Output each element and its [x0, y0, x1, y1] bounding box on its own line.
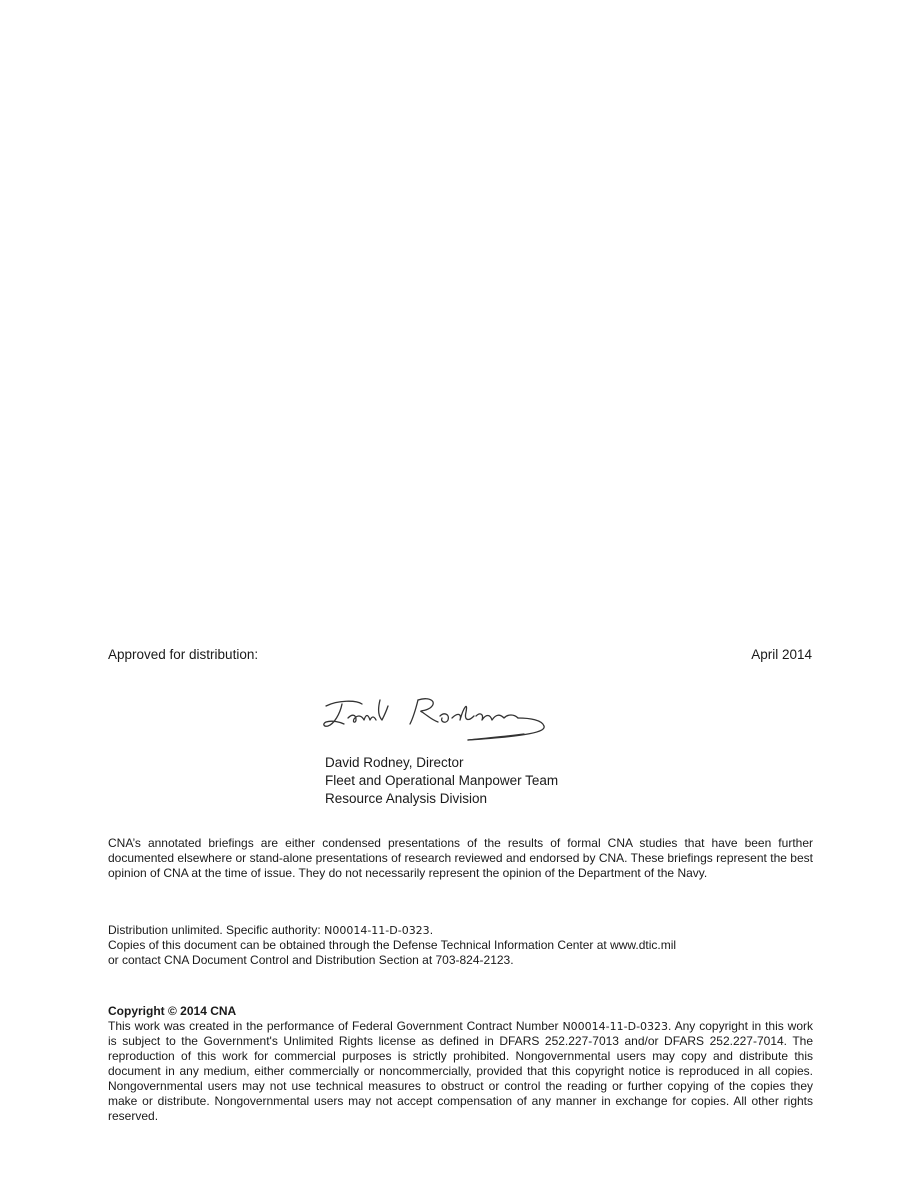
signer-division: Resource Analysis Division	[325, 791, 488, 806]
copyright-contract-number: N00014-11-D-0323	[562, 1020, 669, 1033]
copyright-notice	[108, 1004, 813, 1124]
signer-name: David Rodney, Director	[325, 755, 464, 770]
signer-block	[325, 754, 558, 808]
signer-team: Fleet and Operational Manpower Team	[325, 773, 559, 788]
distribution-prefix: Distribution unlimited. Specific authority:	[108, 923, 325, 937]
copyright-prefix: This work was created in the performance of Federal Government Contract Number	[108, 1019, 563, 1033]
copyright-body	[108, 1019, 813, 1124]
approval-row	[108, 647, 812, 665]
briefing-disclaimer: CNA’s annotated briefings are either condensed presentations of the results of formal CNA studies that have been further documented elsewhere or stand-alone presentations of research reviewed and endorsed by CNA. These briefings represent the best opinion of CNA at the time of issue. They do not necessarily represent the opinion of the Department of the Navy.	[108, 836, 813, 880]
distribution-line-1	[108, 923, 813, 938]
contract-number: N00014-11-D-0323	[324, 924, 430, 937]
distribution-line-3: or contact CNA Document Control and Distribution Section at 703-824-2123.	[108, 953, 514, 967]
copyright-title: Copyright © 2014 CNA	[108, 1004, 237, 1018]
distribution-statement	[108, 923, 813, 968]
copyright-text: . Any copyright in this work is subject to the Government's Unlimited Rights license as defined in DFARS 252.227-7013 and/or DFARS 252.227-7014. The reproduction of this work for commercial purposes is strictly prohibited. Nongovernmental users may copy and distribute this document in any medium, either commercially or noncommercially, provided that this copyright notice is reproduced in all copies. Nongovernmental users may not use technical measures to obstruct or control the reading or further copying of the copies they make or distribute. Nongovernmental users may not accept compensation of any manner in exchange for copies. All other rights reserved.	[108, 1019, 813, 1123]
approval-date: April 2014	[751, 647, 812, 662]
distribution-line-2: Copies of this document can be obtained through the Defense Technical Information Center at www.dtic.mil	[108, 938, 677, 952]
signature-image	[318, 692, 554, 750]
approval-label: Approved for distribution:	[108, 647, 259, 662]
distribution-suffix: .	[429, 923, 434, 937]
